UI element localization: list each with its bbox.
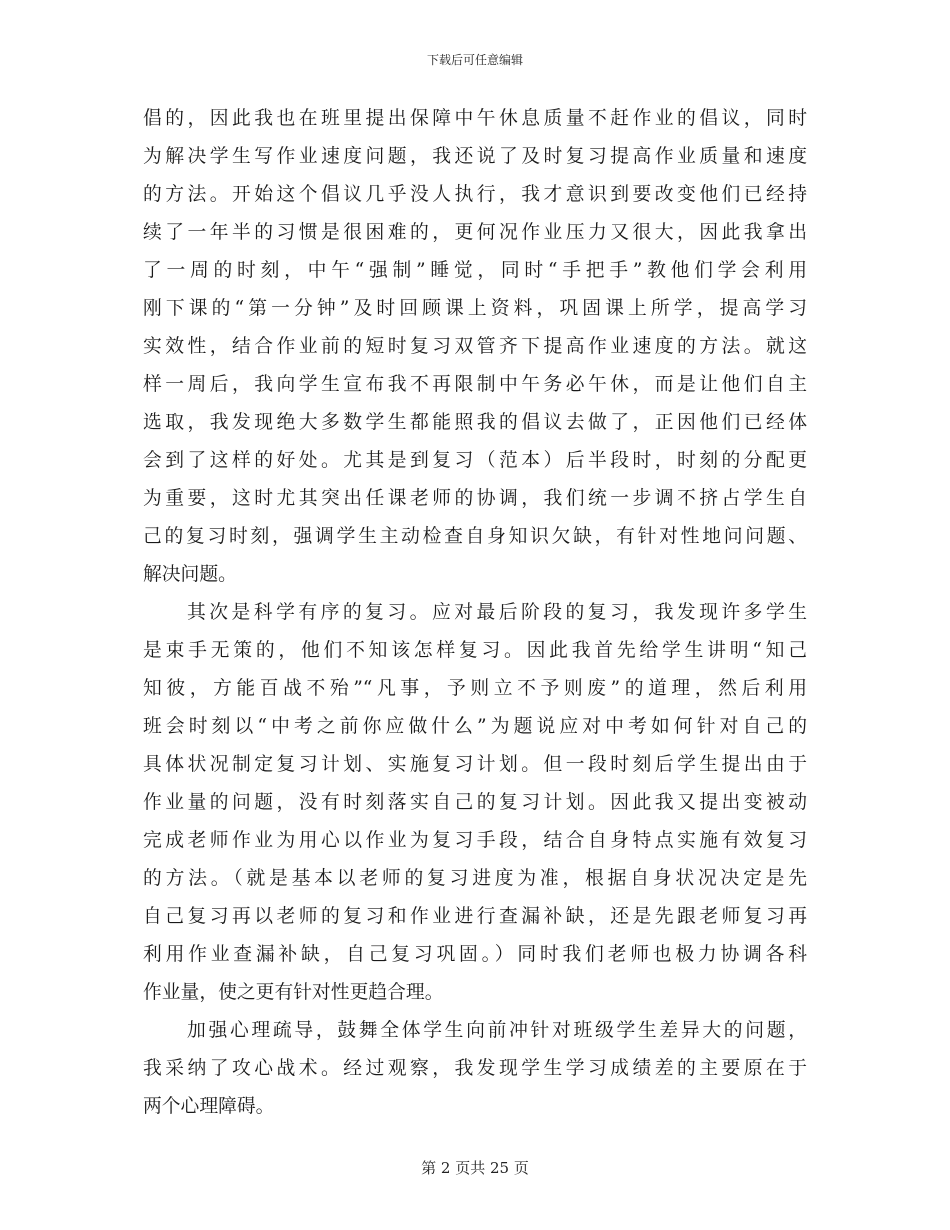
text-line: 了一周的时刻，中午“强制”睡觉，同时“手把手”教他们学会利用	[143, 260, 807, 281]
text-line: 实效性，结合作业前的短时复习双管齐下提高作业速度的方法。就这	[143, 336, 807, 357]
text-line: 倡的，因此我也在班里提出保障中午休息质量不赶作业的倡议，同时	[143, 108, 807, 129]
text-line: 解决问题。	[143, 564, 237, 585]
text-line: 自己复习再以老师的复习和作业进行查漏补缺，还是先跟老师复习再	[143, 906, 807, 927]
text-line: 为解决学生写作业速度问题，我还说了及时复习提高作业质量和速度	[143, 146, 807, 167]
text-line: 的方法。（就是基本以老师的复习进度为准，根据自身状况决定是先	[143, 868, 807, 889]
text-line: 续了一年半的习惯是很困难的，更何况作业压力又很大，因此我拿出	[143, 222, 807, 243]
paragraph-first-line: 其次是科学有序的复习。应对最后阶段的复习，我发现许多学生	[187, 602, 807, 623]
text-line: 班会时刻以“中考之前你应做什么”为题说应对中考如何针对自己的	[143, 716, 807, 737]
text-line: 己的复习时刻，强调学生主动检查自身知识欠缺，有针对性地问问题、	[143, 526, 807, 547]
text-line: 利用作业查漏补缺，自己复习巩固。）同时我们老师也极力协调各科	[143, 944, 807, 965]
document-body	[143, 100, 807, 1126]
text-line: 我采纳了攻心战术。经过观察，我发现学生学习成绩差的主要原在于	[143, 1058, 807, 1079]
text-line: 作业量，使之更有针对性更趋合理。	[143, 982, 444, 1003]
text-line: 选取，我发现绝大多数学生都能照我的倡议去做了，正因他们已经体	[143, 412, 807, 433]
text-line: 的方法。开始这个倡议几乎没人执行，我才意识到要改变他们已经持	[143, 184, 807, 205]
text-line: 是束手无策的，他们不知该怎样复习。因此我首先给学生讲明“知己	[143, 640, 807, 661]
text-line: 作业量的问题，没有时刻落实自己的复习计划。因此我又提出变被动	[143, 792, 807, 813]
text-line: 样一周后，我向学生宣布我不再限制中午务必午休，而是让他们自主	[143, 374, 807, 395]
text-line: 知彼，方能百战不殆”“凡事，予则立不予则废”的道理，然后利用	[143, 678, 807, 699]
text-line: 两个心理障碍。	[143, 1096, 275, 1117]
text-line: 为重要，这时尤其突出任课老师的协调，我们统一步调不挤占学生自	[143, 488, 807, 509]
text-line: 完成老师作业为用心以作业为复习手段，结合自身特点实施有效复习	[143, 830, 807, 851]
text-line: 刚下课的“第一分钟”及时回顾课上资料，巩固课上所学，提高学习	[143, 298, 807, 319]
paragraph-first-line: 加强心理疏导，鼓舞全体学生向前冲针对班级学生差异大的问题，	[187, 1020, 807, 1041]
page-number: 第 2 页共 25 页	[421, 1159, 529, 1177]
text-line: 具体状况制定复习计划、实施复习计划。但一段时刻后学生提出由于	[143, 754, 807, 775]
text-line: 会到了这样的好处。尤其是到复习（范本）后半段时，时刻的分配更	[143, 450, 807, 471]
page-header: 下载后可任意编辑	[426, 53, 523, 67]
